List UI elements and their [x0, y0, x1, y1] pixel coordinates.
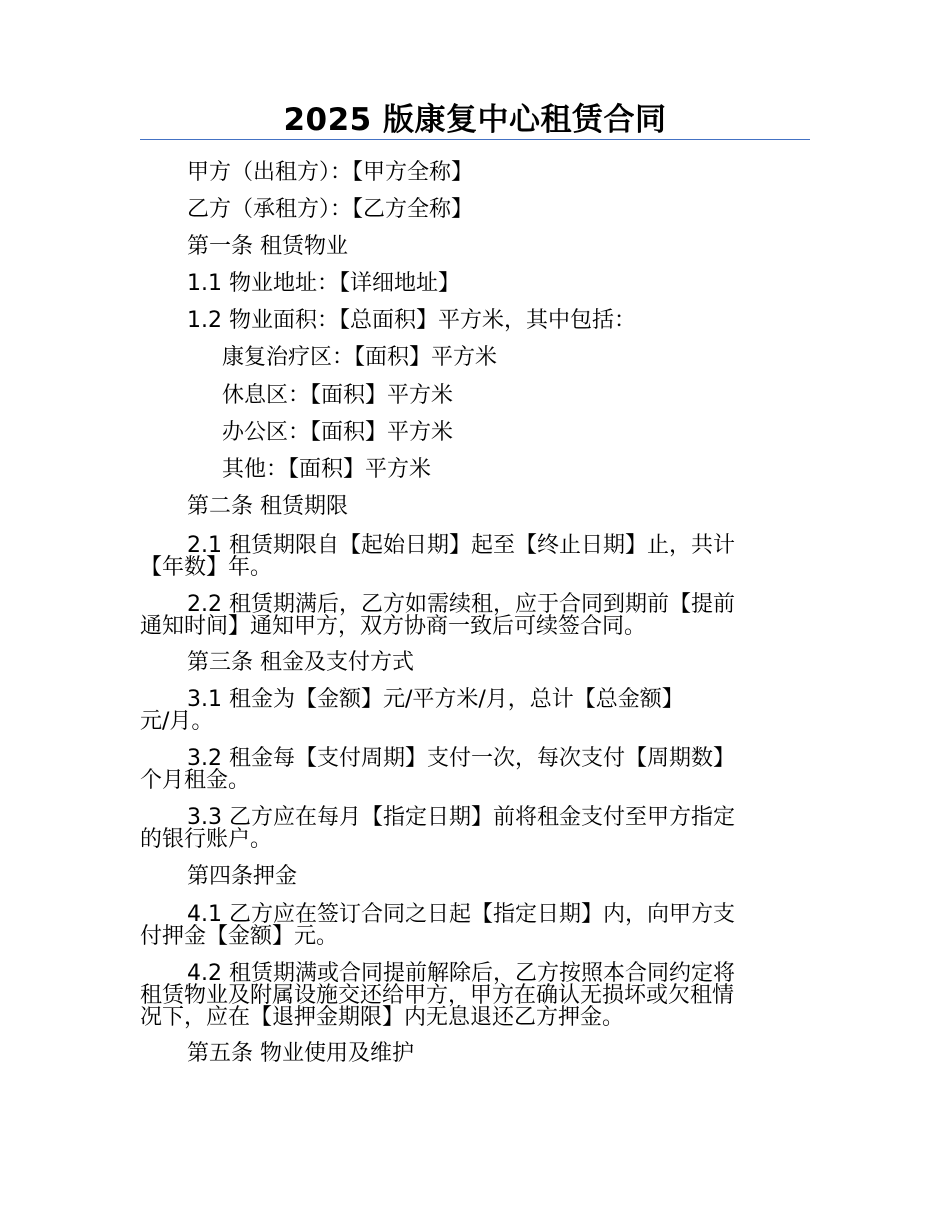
- clause-2-1: [140, 533, 810, 580]
- title-underline: [140, 139, 810, 140]
- clause-4-2-line-3: 况下，应在【退押金期限】内无息退还乙方押金。: [140, 1005, 625, 1030]
- article-3-heading: 第三条 租金及支付方式: [187, 650, 414, 675]
- area-item-office: 办公区：【面积】平方米: [222, 420, 454, 445]
- clause-3-2: [140, 746, 810, 793]
- clause-2-2: [140, 592, 810, 639]
- clause-3-3: [140, 805, 810, 852]
- article-2-heading: 第二条 租赁期限: [187, 494, 348, 519]
- clause-1-2: 1.2 物业面积：【总面积】平方米，其中包括：: [187, 308, 636, 333]
- clause-3-1-line-2: 元/月。: [140, 709, 214, 734]
- clause-2-1-line-2: 【年数】年。: [140, 555, 273, 580]
- area-item-other: 其他：【面积】平方米: [222, 457, 432, 482]
- clause-4-1: [140, 902, 810, 949]
- area-item-rest: 休息区：【面积】平方米: [222, 383, 454, 408]
- party-a-line: 甲方（出租方）：【甲方全称】: [187, 160, 474, 185]
- clause-3-3-line-1: 3.3 乙方应在每月【指定日期】前将租金支付至甲方指定: [187, 805, 735, 830]
- clause-1-1: 1.1 物业地址：【详细地址】: [187, 271, 460, 296]
- clause-3-1: [140, 687, 810, 734]
- clause-3-2-line-2: 个月租金。: [140, 768, 251, 793]
- clause-3-3-line-2: 的银行账户。: [140, 827, 273, 852]
- clause-3-2-line-1: 3.2 租金每【支付周期】支付一次，每次支付【周期数】: [187, 746, 735, 771]
- clause-2-2-line-2: 通知时间】通知甲方，双方协商一致后可续签合同。: [140, 614, 647, 639]
- clause-2-1-line-1: 2.1 租赁期限自【起始日期】起至【终止日期】止，共计: [187, 533, 735, 558]
- article-5-heading: 第五条 物业使用及维护: [187, 1041, 414, 1066]
- document-title: 2025 版康复中心租赁合同: [283, 102, 667, 138]
- article-4-heading: 第四条押金: [187, 864, 298, 889]
- clause-4-2-line-1: 4.2 租赁期满或合同提前解除后，乙方按照本合同约定将: [187, 961, 735, 986]
- clause-3-1-line-1: 3.1 租金为【金额】元/平方米/月，总计【总金额】: [187, 687, 684, 712]
- article-1-heading: 第一条 租赁物业: [187, 234, 348, 259]
- party-b-line: 乙方（承租方）：【乙方全称】: [187, 197, 474, 222]
- clause-4-2-line-2: 租赁物业及附属设施交还给甲方，甲方在确认无损坏或欠租情: [140, 983, 735, 1008]
- clause-4-1-line-2: 付押金【金额】元。: [140, 924, 339, 949]
- clause-2-2-line-1: 2.2 租赁期满后，乙方如需续租，应于合同到期前【提前: [187, 592, 735, 617]
- clause-4-2: [140, 961, 810, 1030]
- clause-4-1-line-1: 4.1 乙方应在签订合同之日起【指定日期】内，向甲方支: [187, 902, 735, 927]
- area-item-rehab: 康复治疗区：【面积】平方米: [222, 345, 498, 370]
